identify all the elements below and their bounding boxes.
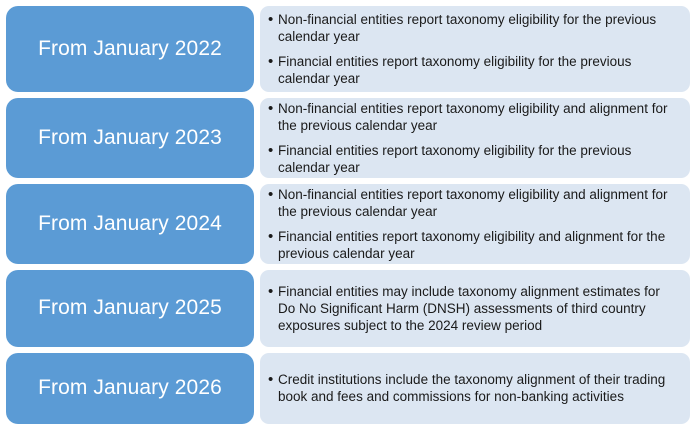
timeline-period-label-text: From January 2024 bbox=[38, 212, 222, 235]
timeline-period-label bbox=[6, 6, 254, 92]
timeline-detail-box bbox=[260, 6, 690, 92]
bullet-icon: • bbox=[268, 185, 274, 203]
bullet-icon: • bbox=[268, 141, 274, 159]
timeline-period-label-text: From January 2026 bbox=[38, 376, 222, 400]
list-item-text: Financial entities report taxonomy eligibility for the previous calendar year bbox=[278, 142, 632, 175]
timeline-row bbox=[6, 98, 690, 178]
bullet-icon: • bbox=[268, 371, 274, 389]
list-item-text: Financial entities may include taxonomy alignment estimates for Do No Significant Harm (DNSH) assessments of third country exposures subject to the 2024 review period bbox=[278, 283, 660, 334]
bullet-icon: • bbox=[268, 282, 274, 300]
list-item bbox=[268, 283, 680, 335]
list-item bbox=[268, 371, 680, 406]
timeline-period-label bbox=[6, 353, 254, 424]
timeline-period-label-text: From January 2025 bbox=[38, 296, 222, 320]
list-item bbox=[268, 53, 680, 88]
list-item-text: Financial entities report taxonomy eligibility and alignment for the previous calendar year bbox=[278, 228, 666, 261]
list-item bbox=[268, 186, 680, 221]
timeline-period-label bbox=[6, 98, 254, 178]
list-item bbox=[268, 228, 680, 263]
list-item-text: Credit institutions include the taxonomy alignment of their trading book and fees and commissions for non-banking activities bbox=[278, 372, 666, 405]
list-item-text: Non-financial entities report taxonomy eligibility and alignment for the previous calendar year bbox=[278, 100, 668, 134]
timeline-period-label-text: From January 2022 bbox=[38, 37, 222, 60]
timeline-period-label bbox=[6, 184, 254, 264]
timeline-detail-box bbox=[260, 353, 690, 424]
timeline-detail-box bbox=[260, 184, 690, 264]
list-item-text: Non-financial entities report taxonomy eligibility and alignment for the previous calendar year bbox=[278, 186, 668, 220]
list-item-text: Financial entities report taxonomy eligibility for the previous calendar year bbox=[278, 53, 632, 86]
timeline-period-label-text: From January 2023 bbox=[38, 126, 222, 149]
bullet-icon: • bbox=[268, 10, 274, 28]
list-item bbox=[268, 142, 680, 177]
timeline-row bbox=[6, 353, 690, 424]
list-item bbox=[268, 11, 680, 46]
timeline-row bbox=[6, 6, 690, 92]
list-item bbox=[268, 100, 680, 135]
timeline-row bbox=[6, 270, 690, 347]
timeline-detail-box bbox=[260, 98, 690, 178]
timeline-detail-box bbox=[260, 270, 690, 347]
timeline-period-label bbox=[6, 270, 254, 347]
timeline-row bbox=[6, 184, 690, 264]
bullet-icon: • bbox=[268, 52, 274, 70]
list-item-text: Non-financial entities report taxonomy eligibility for the previous calendar year bbox=[278, 11, 657, 45]
bullet-icon: • bbox=[268, 99, 274, 117]
bullet-icon: • bbox=[268, 227, 274, 245]
